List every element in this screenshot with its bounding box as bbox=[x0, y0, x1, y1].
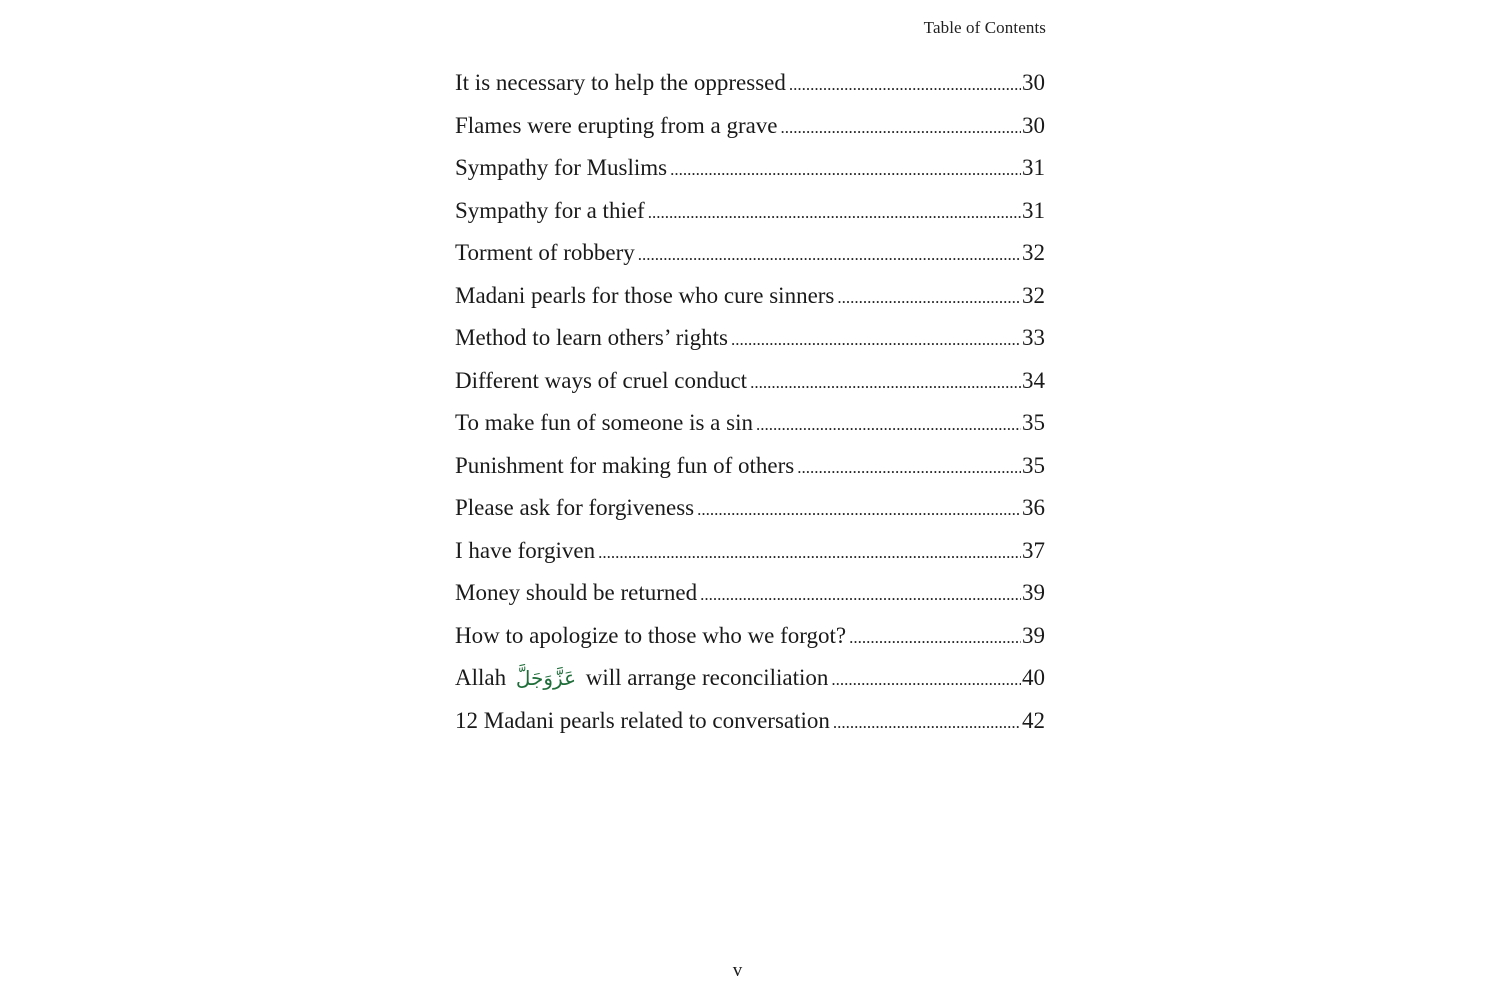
toc-entry[interactable] bbox=[455, 402, 1045, 445]
toc-leader-dots bbox=[833, 702, 1021, 745]
toc-entry-title: Different ways of cruel conduct bbox=[455, 367, 748, 393]
toc-entry-page: 30 bbox=[1022, 70, 1045, 95]
toc-leader-dots bbox=[831, 659, 1021, 702]
toc-entry-page: 32 bbox=[1022, 282, 1045, 308]
toc-entry-title: Sympathy for Muslims bbox=[455, 155, 668, 180]
toc-entry-title-start: Allah bbox=[455, 665, 507, 690]
toc-leader-dots bbox=[781, 107, 1021, 150]
toc-entry-title: Please ask for forgiveness bbox=[455, 495, 695, 520]
toc-entry-title bbox=[455, 657, 831, 700]
toc-entry-page: 35 bbox=[1022, 452, 1045, 478]
toc-entry[interactable] bbox=[455, 147, 1045, 190]
toc-entry-title: 12 Madani pearls related to conversation bbox=[455, 707, 830, 733]
toc-entry-title: Method to learn others’ rights bbox=[455, 325, 728, 350]
toc-entry[interactable] bbox=[455, 445, 1045, 488]
toc-entry-title: To make fun of someone is a sin bbox=[455, 410, 753, 435]
toc-entry-title: Torment of robbery bbox=[455, 240, 635, 265]
running-header: Table of Contents bbox=[923, 18, 1046, 37]
toc-entry[interactable] bbox=[455, 572, 1045, 615]
toc-leader-dots bbox=[598, 532, 1021, 575]
toc-entry-title: Sympathy for a thief bbox=[455, 197, 645, 223]
toc-entry[interactable] bbox=[455, 62, 1045, 105]
toc-entry-page: 35 bbox=[1022, 410, 1045, 435]
toc-entry-page: 31 bbox=[1022, 197, 1045, 223]
toc-leader-dots bbox=[849, 617, 1021, 660]
table-of-contents bbox=[455, 62, 1045, 742]
toc-entry-page: 42 bbox=[1022, 707, 1045, 733]
toc-entry[interactable] bbox=[455, 317, 1045, 360]
page-number: v bbox=[732, 960, 743, 981]
toc-entry[interactable] bbox=[455, 190, 1045, 233]
toc-entry[interactable] bbox=[455, 232, 1045, 275]
toc-entry-page: 37 bbox=[1022, 537, 1045, 563]
toc-entry[interactable] bbox=[455, 700, 1045, 743]
toc-entry[interactable] bbox=[455, 275, 1045, 318]
toc-entry-title: Flames were erupting from a grave bbox=[455, 112, 778, 138]
toc-leader-dots bbox=[697, 489, 1021, 532]
toc-leader-dots bbox=[797, 447, 1021, 490]
toc-entry[interactable] bbox=[455, 360, 1045, 403]
toc-entry[interactable] bbox=[455, 487, 1045, 530]
toc-leader-dots bbox=[670, 149, 1021, 192]
toc-entry-page: 33 bbox=[1022, 325, 1045, 350]
toc-entry-page: 34 bbox=[1022, 367, 1045, 393]
toc-entry-title: Punishment for making fun of others bbox=[455, 452, 795, 478]
toc-entry-page: 39 bbox=[1022, 580, 1045, 605]
toc-entry-page: 36 bbox=[1022, 495, 1045, 520]
toc-entry-page: 30 bbox=[1022, 112, 1045, 138]
toc-leader-dots bbox=[700, 574, 1021, 617]
toc-entry[interactable] bbox=[455, 105, 1045, 148]
toc-entry-page: 40 bbox=[1022, 665, 1045, 690]
toc-leader-dots bbox=[789, 64, 1021, 107]
toc-leader-dots bbox=[731, 319, 1021, 362]
toc-leader-dots bbox=[638, 234, 1021, 277]
toc-entry-page: 32 bbox=[1022, 240, 1045, 265]
toc-entry-title: How to apologize to those who we forgot? bbox=[455, 622, 847, 648]
toc-entry-title: Money should be returned bbox=[455, 580, 698, 605]
toc-entry-page: 39 bbox=[1022, 622, 1045, 648]
toc-entry[interactable] bbox=[455, 615, 1045, 658]
honorific-calligraphy: عَزَّوَجَلَّ bbox=[515, 666, 576, 690]
toc-entry-title: It is necessary to help the oppressed bbox=[455, 70, 786, 95]
toc-entry[interactable] bbox=[455, 657, 1045, 700]
toc-entry-title: I have forgiven bbox=[455, 537, 596, 563]
toc-entry-title-end: will arrange reconciliation bbox=[585, 665, 829, 690]
toc-entry[interactable] bbox=[455, 530, 1045, 573]
toc-entry-page: 31 bbox=[1022, 155, 1045, 180]
toc-leader-dots bbox=[750, 362, 1021, 405]
toc-leader-dots bbox=[648, 192, 1021, 235]
toc-leader-dots bbox=[837, 277, 1021, 320]
toc-leader-dots bbox=[756, 404, 1021, 447]
toc-entry-title: Madani pearls for those who cure sinners bbox=[455, 282, 835, 308]
